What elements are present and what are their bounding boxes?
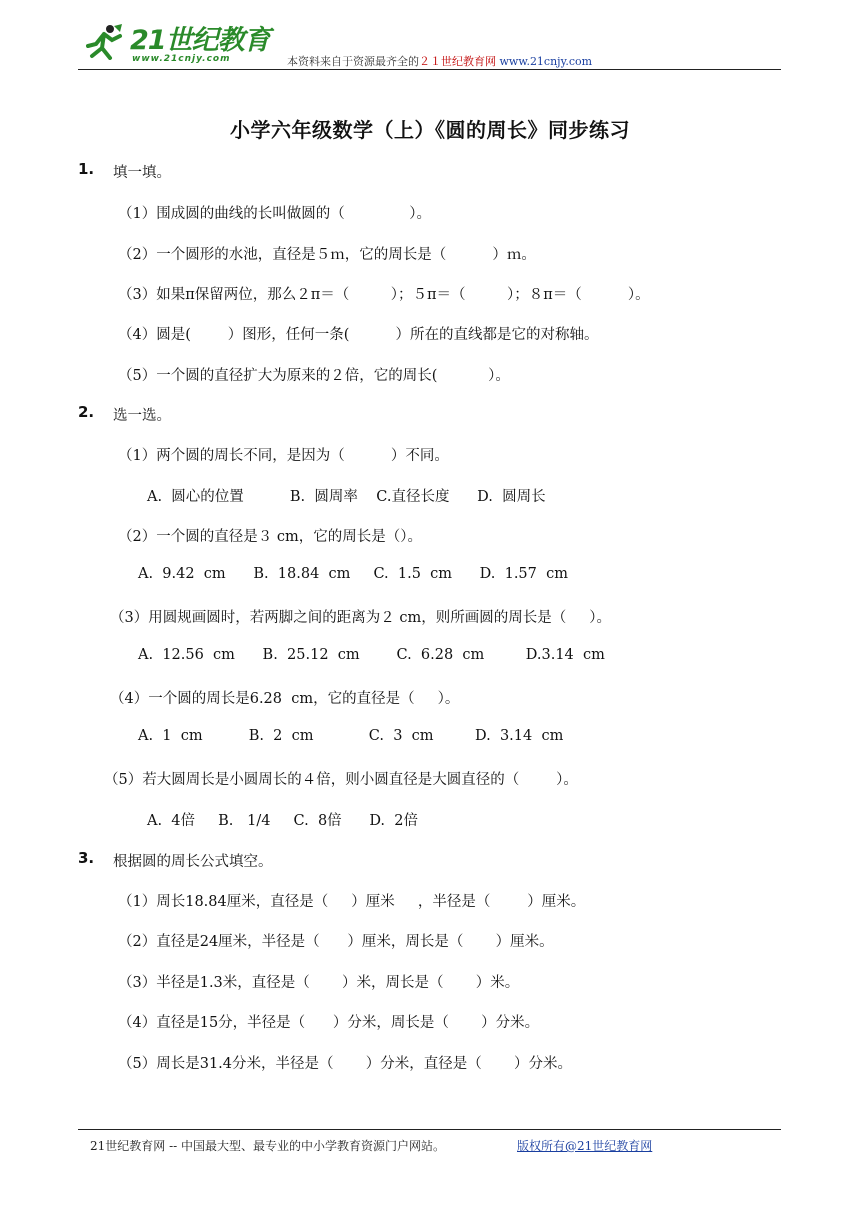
header-notice-url[interactable]: www.21cnjy.com: [499, 55, 593, 68]
choice-question: （2）一个圆的直径是３ cm，它的周长是（）。: [118, 529, 422, 545]
footer-divider: [78, 1129, 781, 1130]
choice-question: （4）一个圆的周长是6.28 cm，它的直径是（ ）。: [110, 691, 460, 707]
question-item: （2）直径是24厘米，半径是（ ）厘米，周长是（ ）厘米。: [118, 934, 554, 950]
question-item: （1）周长18.84厘米，直径是（ ）厘米 ，半径是（ ）厘米。: [118, 894, 586, 910]
question-item: （5）周长是31.4分米，半径是（ ）分米，直径是（ ）分米。: [118, 1056, 573, 1072]
section-number: 1.: [78, 160, 95, 178]
choice-options: A. 4倍 B. 1/4 C. 8倍 D. 2倍: [147, 813, 418, 829]
question-item: （3）如果π保留两位，那么２π＝（ ）；５π＝（ ）；８π＝（ ）。: [118, 287, 650, 303]
question-item: （4）直径是15分，半径是（ ）分米，周长是（ ）分米。: [118, 1015, 540, 1031]
section-heading: 根据圆的周长公式填空。: [113, 854, 273, 870]
header-notice: [287, 53, 592, 69]
question-item: （5）一个圆的直径扩大为原来的２倍，它的周长( ）。: [118, 368, 510, 384]
question-item: （4）圆是( ）图形，任何一条( ）所在的直线都是它的对称轴。: [118, 327, 599, 343]
question-item: （1）围成圆的曲线的长叫做圆的（ ）。: [118, 206, 432, 222]
choice-options: A. 圆心的位置 B. 圆周率 C.直径长度 D. 圆周长: [147, 489, 546, 505]
footer-text: 21世纪教育网 -- 中国最大型、最专业的中小学教育资源门户网站。: [90, 1139, 446, 1153]
header-divider: [78, 69, 781, 70]
choice-question: （1）两个圆的周长不同，是因为（ ）不同。: [118, 448, 449, 464]
section-number: 3.: [78, 849, 95, 867]
question-item: （2）一个圆形的水池，直径是５ｍ，它的周长是（ ）ｍ。: [118, 247, 536, 263]
section-heading: 选一选。: [113, 408, 171, 424]
runner-icon: [84, 24, 124, 60]
logo-url: www.21cnjy.com: [132, 54, 231, 64]
question-item: （3）半径是1.3米，直径是（ ）米，周长是（ ）米。: [118, 975, 520, 991]
header-notice-prefix: 本资料来自于资源最齐全的: [287, 55, 419, 68]
section-heading: 填一填。: [113, 165, 171, 181]
copyright-link[interactable]: 版权所有@21世纪教育网: [517, 1139, 653, 1153]
choice-question: （5）若大圆周长是小圆周长的４倍，则小圆直径是大圆直径的（ ）。: [104, 772, 578, 788]
logo-text: 21世纪教育: [130, 25, 270, 56]
page-title: 小学六年级数学（上）《圆的周长》同步练习: [230, 118, 630, 142]
site-logo: [80, 18, 280, 68]
choice-options: A. 12.56 cm B. 25.12 cm C. 6.28 cm D.3.14 cm: [138, 647, 605, 663]
choice-options: A. 9.42 cm B. 18.84 cm C. 1.5 cm D. 1.57 cm: [138, 566, 568, 582]
section-number: 2.: [78, 403, 95, 421]
choice-options: A. 1 cm B. 2 cm C. 3 cm D. 3.14 cm: [138, 728, 564, 744]
choice-question: （3）用圆规画圆时，若两脚之间的距离为２ cm，则所画圆的周长是（ ）。: [110, 610, 611, 626]
header-notice-site[interactable]: ２１世纪教育网: [419, 55, 496, 68]
